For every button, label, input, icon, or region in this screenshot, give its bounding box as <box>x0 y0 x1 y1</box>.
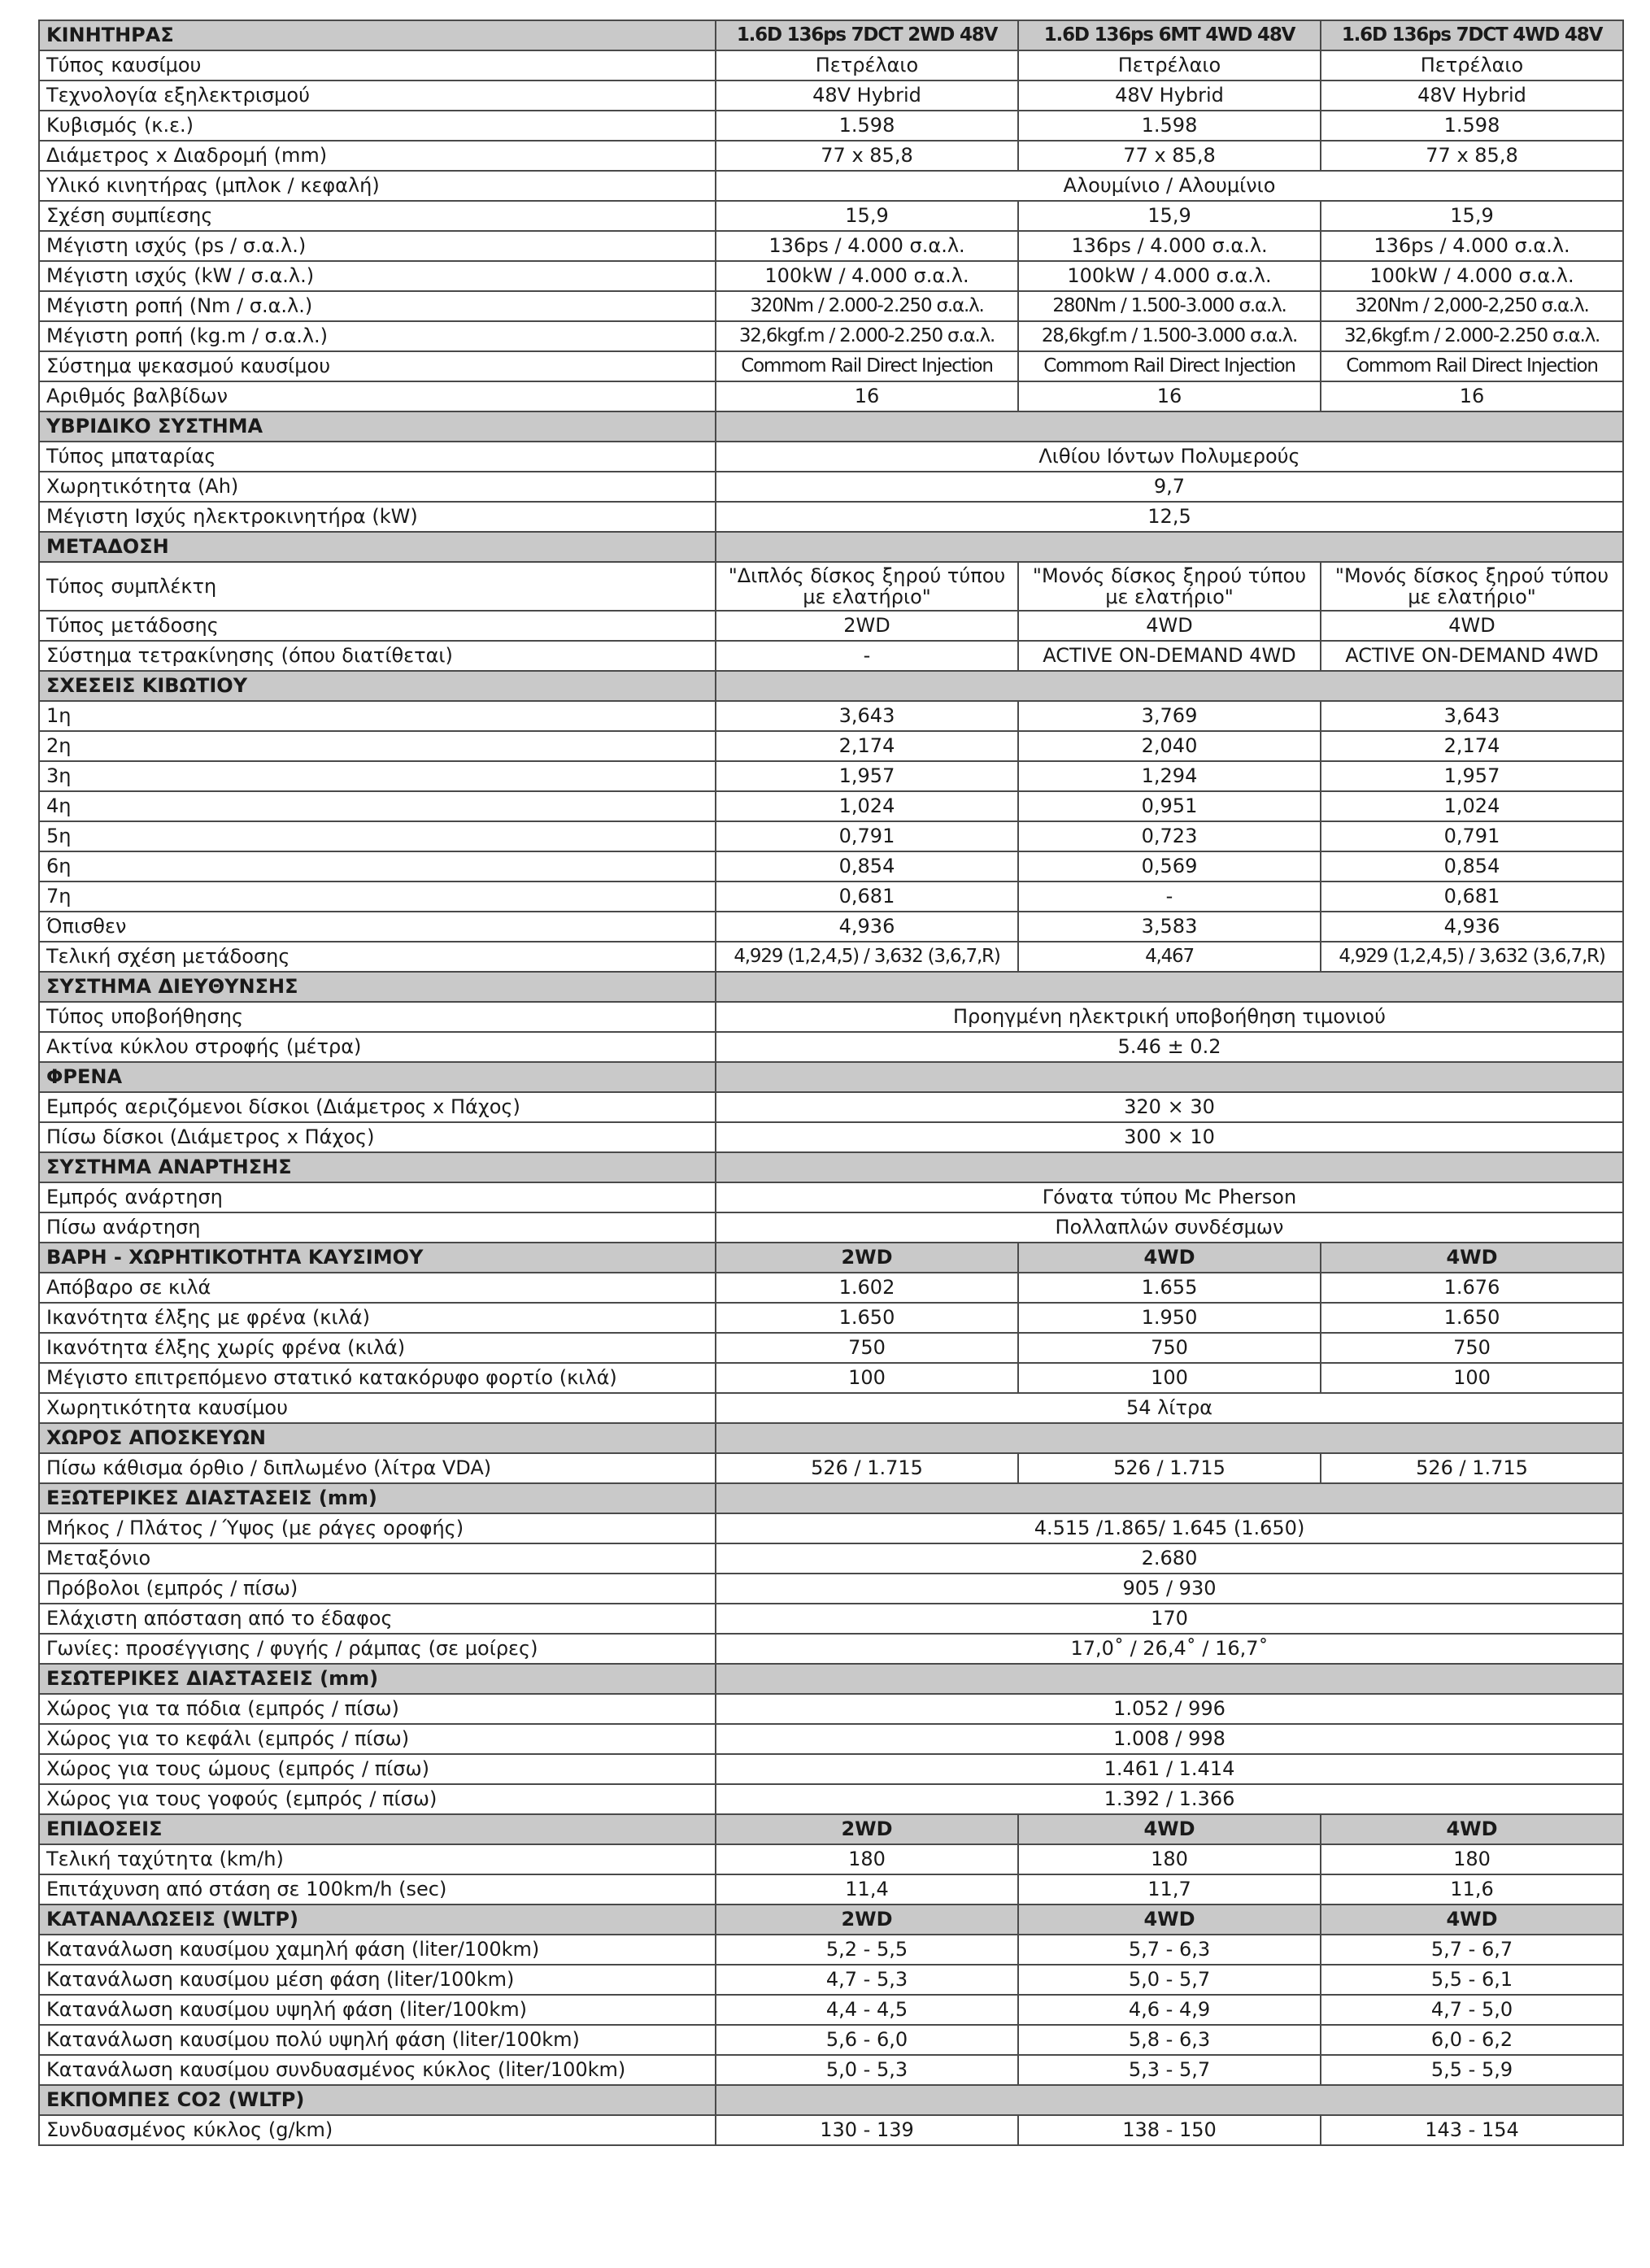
column-header: 4WD <box>1321 1814 1623 1844</box>
spec-label: 7η <box>39 882 716 912</box>
section-header-row <box>39 532 1623 562</box>
spec-value: 180 <box>1321 1844 1623 1874</box>
spec-label: Εμπρός ανάρτηση <box>39 1182 716 1212</box>
spec-value: 16 <box>1018 381 1321 411</box>
spec-value-shared: Αλουμίνιο / Αλουμίνιο <box>716 171 1623 201</box>
spec-value-shared: 4.515 /1.865/ 1.645 (1.650) <box>716 1513 1623 1543</box>
spec-value: 5,7 - 6,7 <box>1321 1935 1623 1965</box>
spec-value: 3,643 <box>716 701 1018 731</box>
spec-value: 0,854 <box>1321 851 1623 882</box>
spec-value: 750 <box>716 1333 1018 1363</box>
table-row <box>39 1754 1623 1784</box>
table-row <box>39 1212 1623 1243</box>
section-title: ΕΠΙΔΟΣΕΙΣ <box>39 1814 716 1844</box>
spec-value: 5,3 - 5,7 <box>1018 2055 1321 2085</box>
spec-value: 526 / 1.715 <box>1018 1453 1321 1483</box>
spec-label: Τελική ταχύτητα (km/h) <box>39 1844 716 1874</box>
spec-value: 138 - 150 <box>1018 2115 1321 2145</box>
spec-value: 3,583 <box>1018 912 1321 942</box>
section-header-row <box>39 1423 1623 1453</box>
spec-value: 0,791 <box>1321 821 1623 851</box>
table-row <box>39 1935 1623 1965</box>
section-header-row <box>39 411 1623 442</box>
table-row <box>39 1032 1623 1062</box>
spec-value: 1,957 <box>716 761 1018 791</box>
section-title: ΕΞΩΤΕΡΙΚΕΣ ΔΙΑΣΤΑΣΕΙΣ (mm) <box>39 1483 716 1513</box>
spec-label: Κατανάλωση καυσίμου χαμηλή φάση (liter/100km) <box>39 1935 716 1965</box>
spec-value-shared: Προηγμένη ηλεκτρική υποβοήθηση τιμονιού <box>716 1002 1623 1032</box>
spec-value-shared: 12,5 <box>716 502 1623 532</box>
spec-label: Πρόβολοι (εμπρός / πίσω) <box>39 1574 716 1604</box>
table-row <box>39 1513 1623 1543</box>
table-row <box>39 1634 1623 1664</box>
table-row <box>39 2025 1623 2055</box>
spec-value: 4,467 <box>1018 942 1321 972</box>
spec-value: ACTIVE ON-DEMAND 4WD <box>1321 641 1623 671</box>
spec-value: 48V Hybrid <box>1018 81 1321 111</box>
spec-value: 5,8 - 6,3 <box>1018 2025 1321 2055</box>
spec-value-shared: 54 λίτρα <box>716 1393 1623 1423</box>
table-row <box>39 1844 1623 1874</box>
spec-label: Πίσω κάθισμα όρθιο / διπλωμένο (λίτρα VDA) <box>39 1453 716 1483</box>
spec-value: 4,929 (1,2,4,5) / 3,632 (3,6,7,R) <box>716 942 1018 972</box>
spec-value: 1.650 <box>1321 1303 1623 1333</box>
spec-value: 136ps / 4.000 σ.α.λ. <box>1018 231 1321 261</box>
spec-label: 2η <box>39 731 716 761</box>
spec-value: Πετρέλαιο <box>1018 50 1321 81</box>
section-header-row <box>39 2085 1623 2115</box>
column-header: 1.6D 136ps 7DCT 2WD 48V <box>716 20 1018 50</box>
spec-value: 11,6 <box>1321 1874 1623 1905</box>
spec-label: Απόβαρο σε κιλά <box>39 1273 716 1303</box>
section-filler <box>716 2085 1623 2115</box>
spec-label: Μεταξόνιο <box>39 1543 716 1574</box>
spec-label: Όπισθεν <box>39 912 716 942</box>
spec-value: 4,936 <box>1321 912 1623 942</box>
spec-label: Χώρος για τους γοφούς (εμπρός / πίσω) <box>39 1784 716 1814</box>
spec-value: 180 <box>716 1844 1018 1874</box>
table-row <box>39 50 1623 81</box>
section-title: ΒΑΡΗ - ΧΩΡΗΤΙΚΟΤΗΤΑ ΚΑΥΣΙΜΟΥ <box>39 1243 716 1273</box>
spec-label: 6η <box>39 851 716 882</box>
section-title: ΜΕΤΑΔΟΣΗ <box>39 532 716 562</box>
spec-label: Ακτίνα κύκλου στροφής (μέτρα) <box>39 1032 716 1062</box>
spec-value-shared: 9,7 <box>716 472 1623 502</box>
spec-value: 2,174 <box>716 731 1018 761</box>
table-row <box>39 1363 1623 1393</box>
spec-value: 0,681 <box>716 882 1018 912</box>
spec-value: 280Nm / 1.500-3.000 σ.α.λ. <box>1018 291 1321 321</box>
spec-value-shared: Γόνατα τύπου Mc Pherson <box>716 1182 1623 1212</box>
table-row <box>39 1393 1623 1423</box>
table-row <box>39 611 1623 641</box>
spec-value: 0,723 <box>1018 821 1321 851</box>
table-row <box>39 701 1623 731</box>
spec-label: Σύστημα ψεκασμού καυσίμου <box>39 351 716 381</box>
table-row <box>39 141 1623 171</box>
spec-value: 136ps / 4.000 σ.α.λ. <box>1321 231 1623 261</box>
spec-value: 48V Hybrid <box>716 81 1018 111</box>
spec-label: Υλικό κινητήρας (μπλοκ / κεφαλή) <box>39 171 716 201</box>
section-header-row <box>39 972 1623 1002</box>
spec-value: 4,6 - 4,9 <box>1018 1995 1321 2025</box>
spec-value: 100kW / 4.000 σ.α.λ. <box>716 261 1018 291</box>
spec-value: 2,040 <box>1018 731 1321 761</box>
spec-value-shared: 1.392 / 1.366 <box>716 1784 1623 1814</box>
column-header: 4WD <box>1018 1243 1321 1273</box>
table-row <box>39 81 1623 111</box>
spec-label: Πίσω ανάρτηση <box>39 1212 716 1243</box>
section-header-row <box>39 1814 1623 1844</box>
section-filler <box>716 532 1623 562</box>
spec-value: 28,6kgf.m / 1.500-3.000 σ.α.λ. <box>1018 321 1321 351</box>
section-filler <box>716 1423 1623 1453</box>
spec-value: Πετρέλαιο <box>1321 50 1623 81</box>
spec-value: 1,024 <box>1321 791 1623 821</box>
spec-label: Μήκος / Πλάτος / Ύψος (με ράγες οροφής) <box>39 1513 716 1543</box>
table-row <box>39 1543 1623 1574</box>
spec-value: 32,6kgf.m / 2.000-2.250 σ.α.λ. <box>1321 321 1623 351</box>
section-filler <box>716 411 1623 442</box>
spec-value: "Μονός δίσκος ξηρού τύπου με ελατήριο" <box>1321 562 1623 611</box>
column-header: 4WD <box>1321 1905 1623 1935</box>
table-row <box>39 1574 1623 1604</box>
spec-value: 6,0 - 6,2 <box>1321 2025 1623 2055</box>
spec-value: 320Nm / 2.000-2.250 σ.α.λ. <box>716 291 1018 321</box>
spec-value: 100kW / 4.000 σ.α.λ. <box>1018 261 1321 291</box>
table-row <box>39 2115 1623 2145</box>
column-header: 2WD <box>716 1814 1018 1844</box>
table-row <box>39 821 1623 851</box>
spec-value: 0,854 <box>716 851 1018 882</box>
spec-value-shared: Πολλαπλών συνδέσμων <box>716 1212 1623 1243</box>
spec-value: 750 <box>1018 1333 1321 1363</box>
spec-table-body <box>39 20 1623 2145</box>
spec-label: Τύπος συμπλέκτη <box>39 562 716 611</box>
spec-label: Γωνίες: προσέγγισης / φυγής / ράμπας (σε μοίρες) <box>39 1634 716 1664</box>
spec-label: Χώρος για το κεφάλι (εμπρός / πίσω) <box>39 1724 716 1754</box>
spec-label: Μέγιστη ισχύς (kW / σ.α.λ.) <box>39 261 716 291</box>
spec-label: Ικανότητα έλξης με φρένα (κιλά) <box>39 1303 716 1333</box>
table-row <box>39 641 1623 671</box>
column-header: 4WD <box>1018 1905 1321 1935</box>
section-title: ΥΒΡΙΔΙΚΟ ΣΥΣΤΗΜΑ <box>39 411 716 442</box>
section-filler <box>716 1483 1623 1513</box>
section-header-row <box>39 1664 1623 1694</box>
spec-value-shared: 5.46 ± 0.2 <box>716 1032 1623 1062</box>
spec-value: 100 <box>716 1363 1018 1393</box>
table-row <box>39 231 1623 261</box>
table-row <box>39 2055 1623 2085</box>
spec-label: Επιτάχυνση από στάση σε 100km/h (sec) <box>39 1874 716 1905</box>
table-row <box>39 381 1623 411</box>
table-row <box>39 1273 1623 1303</box>
spec-value: 3,643 <box>1321 701 1623 731</box>
table-row <box>39 1724 1623 1754</box>
spec-value: 526 / 1.715 <box>716 1453 1018 1483</box>
section-header-row <box>39 671 1623 701</box>
column-header: 2WD <box>716 1243 1018 1273</box>
spec-value: 1,294 <box>1018 761 1321 791</box>
table-row <box>39 442 1623 472</box>
column-header: 4WD <box>1321 1243 1623 1273</box>
spec-label: Πίσω δίσκοι (Διάμετρος x Πάχος) <box>39 1122 716 1152</box>
spec-label: Συνδυασμένος κύκλος (g/km) <box>39 2115 716 2145</box>
section-title: ΕΣΩΤΕΡΙΚΕΣ ΔΙΑΣΤΑΣΕΙΣ (mm) <box>39 1664 716 1694</box>
table-row <box>39 1694 1623 1724</box>
section-title: ΣΥΣΤΗΜΑ ΔΙΕΥΘΥΝΣΗΣ <box>39 972 716 1002</box>
column-header: 1.6D 136ps 6MT 4WD 48V <box>1018 20 1321 50</box>
spec-value: 15,9 <box>716 201 1018 231</box>
spec-value-shared: 1.008 / 998 <box>716 1724 1623 1754</box>
spec-label: Διάμετρος x Διαδρομή (mm) <box>39 141 716 171</box>
spec-label: Χώρος για τα πόδια (εμπρός / πίσω) <box>39 1694 716 1724</box>
table-row <box>39 201 1623 231</box>
spec-value: 1.602 <box>716 1273 1018 1303</box>
spec-label: Ελάχιστη απόσταση από το έδαφος <box>39 1604 716 1634</box>
table-row <box>39 1995 1623 2025</box>
spec-value: 1,024 <box>716 791 1018 821</box>
spec-value: Commom Rail Direct Injection <box>716 351 1018 381</box>
spec-value: 5,5 - 6,1 <box>1321 1965 1623 1995</box>
spec-value: "Διπλός δίσκος ξηρού τύπου με ελατήριο" <box>716 562 1018 611</box>
spec-label: Κατανάλωση καυσίμου συνδυασμένος κύκλος (liter/100km) <box>39 2055 716 2085</box>
spec-value-shared: 170 <box>716 1604 1623 1634</box>
spec-label: Σχέση συμπίεσης <box>39 201 716 231</box>
table-row <box>39 912 1623 942</box>
column-header: 1.6D 136ps 7DCT 4WD 48V <box>1321 20 1623 50</box>
spec-value: 11,7 <box>1018 1874 1321 1905</box>
spec-value: 4,936 <box>716 912 1018 942</box>
section-header-row <box>39 1483 1623 1513</box>
table-row <box>39 1092 1623 1122</box>
spec-value: 100 <box>1018 1363 1321 1393</box>
spec-value: ACTIVE ON-DEMAND 4WD <box>1018 641 1321 671</box>
spec-value: 750 <box>1321 1333 1623 1363</box>
spec-value: 526 / 1.715 <box>1321 1453 1623 1483</box>
section-title: ΦΡΕΝΑ <box>39 1062 716 1092</box>
spec-label: Κατανάλωση καυσίμου μέση φάση (liter/100km) <box>39 1965 716 1995</box>
table-row <box>39 1333 1623 1363</box>
spec-table <box>38 20 1624 2146</box>
spec-label: Τελική σχέση μετάδοσης <box>39 942 716 972</box>
spec-value: 1.598 <box>716 111 1018 141</box>
spec-value: 1.598 <box>1018 111 1321 141</box>
spec-value-shared: 2.680 <box>716 1543 1623 1574</box>
section-header-row <box>39 1152 1623 1182</box>
spec-value: 1.655 <box>1018 1273 1321 1303</box>
spec-value-shared: 300 × 10 <box>716 1122 1623 1152</box>
spec-value: 4WD <box>1018 611 1321 641</box>
spec-value: 77 x 85,8 <box>1321 141 1623 171</box>
section-title: ΧΩΡΟΣ ΑΠΟΣΚΕΥΩΝ <box>39 1423 716 1453</box>
spec-value: 4,7 - 5,3 <box>716 1965 1018 1995</box>
spec-value: 4,7 - 5,0 <box>1321 1995 1623 2025</box>
spec-label: 4η <box>39 791 716 821</box>
spec-value: 5,0 - 5,7 <box>1018 1965 1321 1995</box>
section-filler <box>716 1062 1623 1092</box>
section-title: ΣΧΕΣΕΙΣ ΚΙΒΩΤΙΟΥ <box>39 671 716 701</box>
section-title: ΚΑΤΑΝΑΛΩΣΕΙΣ (WLTP) <box>39 1905 716 1935</box>
table-row <box>39 261 1623 291</box>
spec-value: 15,9 <box>1018 201 1321 231</box>
table-row <box>39 171 1623 201</box>
table-row <box>39 731 1623 761</box>
table-row <box>39 1303 1623 1333</box>
table-row <box>39 1604 1623 1634</box>
table-row <box>39 1122 1623 1152</box>
spec-value: 4,4 - 4,5 <box>716 1995 1018 2025</box>
spec-label: Αριθμός βαλβίδων <box>39 381 716 411</box>
spec-label: Κατανάλωση καυσίμου πολύ υψηλή φάση (liter/100km) <box>39 2025 716 2055</box>
spec-value: 5,7 - 6,3 <box>1018 1935 1321 1965</box>
spec-value-shared: Λιθίου Ιόντων Πολυμερούς <box>716 442 1623 472</box>
section-title: ΕΚΠΟΜΠΕΣ CO2 (WLTP) <box>39 2085 716 2115</box>
spec-value: 5,0 - 5,3 <box>716 2055 1018 2085</box>
table-row <box>39 111 1623 141</box>
spec-value: 130 - 139 <box>716 2115 1018 2145</box>
spec-label: Σύστημα τετρακίνησης (όπου διατίθεται) <box>39 641 716 671</box>
spec-label: Μέγιστη ισχύς (ps / σ.α.λ.) <box>39 231 716 261</box>
spec-label: Ικανότητα έλξης χωρίς φρένα (κιλά) <box>39 1333 716 1363</box>
spec-value-shared: 1.461 / 1.414 <box>716 1754 1623 1784</box>
spec-value: 32,6kgf.m / 2.000-2.250 σ.α.λ. <box>716 321 1018 351</box>
spec-value: 4,929 (1,2,4,5) / 3,632 (3,6,7,R) <box>1321 942 1623 972</box>
spec-label: Τύπος μετάδοσης <box>39 611 716 641</box>
spec-value: 0,569 <box>1018 851 1321 882</box>
table-row <box>39 1874 1623 1905</box>
section-title: ΣΥΣΤΗΜΑ ΑΝΑΡΤΗΣΗΣ <box>39 1152 716 1182</box>
spec-label: 5η <box>39 821 716 851</box>
spec-label: Μέγιστη ροπή (kg.m / σ.α.λ.) <box>39 321 716 351</box>
section-filler <box>716 1152 1623 1182</box>
spec-label: Τύπος καυσίμου <box>39 50 716 81</box>
spec-value: 16 <box>1321 381 1623 411</box>
table-row <box>39 472 1623 502</box>
table-row <box>39 942 1623 972</box>
spec-value: 15,9 <box>1321 201 1623 231</box>
spec-label: Χωρητικότητα (Ah) <box>39 472 716 502</box>
spec-label: Τύπος υποβοήθησης <box>39 1002 716 1032</box>
spec-label: Χώρος για τους ώμους (εμπρός / πίσω) <box>39 1754 716 1784</box>
spec-value: 5,5 - 5,9 <box>1321 2055 1623 2085</box>
spec-value: - <box>716 641 1018 671</box>
spec-value: 100 <box>1321 1363 1623 1393</box>
spec-value: 77 x 85,8 <box>1018 141 1321 171</box>
spec-value: 48V Hybrid <box>1321 81 1623 111</box>
spec-value: 100kW / 4.000 σ.α.λ. <box>1321 261 1623 291</box>
spec-value-shared: 1.052 / 996 <box>716 1694 1623 1724</box>
table-row <box>39 1182 1623 1212</box>
spec-label: Χωρητικότητα καυσίμου <box>39 1393 716 1423</box>
spec-value: 16 <box>716 381 1018 411</box>
table-row <box>39 1453 1623 1483</box>
spec-value: 0,791 <box>716 821 1018 851</box>
spec-value: 5,2 - 5,5 <box>716 1935 1018 1965</box>
section-header-row <box>39 1243 1623 1273</box>
spec-value: 4WD <box>1321 611 1623 641</box>
spec-label: Εμπρός αεριζόμενοι δίσκοι (Διάμετρος x Πάχος) <box>39 1092 716 1122</box>
spec-value: 180 <box>1018 1844 1321 1874</box>
spec-label: Μέγιστο επιτρεπόμενο στατικό κατακόρυφο φορτίο (κιλά) <box>39 1363 716 1393</box>
spec-value: 1.598 <box>1321 111 1623 141</box>
spec-value-shared: 320 × 30 <box>716 1092 1623 1122</box>
spec-label: Κυβισμός (κ.ε.) <box>39 111 716 141</box>
table-row <box>39 321 1623 351</box>
section-header-row <box>39 1905 1623 1935</box>
table-row <box>39 562 1623 611</box>
spec-value: 1.676 <box>1321 1273 1623 1303</box>
spec-value: Πετρέλαιο <box>716 50 1018 81</box>
spec-value-shared: 17,0˚ / 26,4˚ / 16,7˚ <box>716 1634 1623 1664</box>
spec-value: 77 x 85,8 <box>716 141 1018 171</box>
spec-value: 136ps / 4.000 σ.α.λ. <box>716 231 1018 261</box>
table-row <box>39 502 1623 532</box>
table-row <box>39 351 1623 381</box>
table-row <box>39 761 1623 791</box>
table-row <box>39 851 1623 882</box>
spec-label: Μέγιστη ροπή (Nm / σ.α.λ.) <box>39 291 716 321</box>
section-filler <box>716 671 1623 701</box>
spec-value: Commom Rail Direct Injection <box>1018 351 1321 381</box>
table-row <box>39 1002 1623 1032</box>
section-header-row <box>39 20 1623 50</box>
spec-value: 1.950 <box>1018 1303 1321 1333</box>
column-header: 2WD <box>716 1905 1018 1935</box>
spec-value-shared: 905 / 930 <box>716 1574 1623 1604</box>
spec-label: Τύπος μπαταρίας <box>39 442 716 472</box>
spec-value: 0,681 <box>1321 882 1623 912</box>
section-filler <box>716 1664 1623 1694</box>
spec-value: 11,4 <box>716 1874 1018 1905</box>
spec-value: 1.650 <box>716 1303 1018 1333</box>
section-title: ΚΙΝΗΤΗΡΑΣ <box>39 20 716 50</box>
spec-value: 3,769 <box>1018 701 1321 731</box>
spec-value: Commom Rail Direct Injection <box>1321 351 1623 381</box>
table-row <box>39 791 1623 821</box>
spec-label: 1η <box>39 701 716 731</box>
spec-label: Μέγιστη Ισχύς ηλεκτροκινητήρα (kW) <box>39 502 716 532</box>
table-row <box>39 882 1623 912</box>
spec-value: 320Nm / 2,000-2,250 σ.α.λ. <box>1321 291 1623 321</box>
spec-value: 1,957 <box>1321 761 1623 791</box>
table-row <box>39 1965 1623 1995</box>
spec-value: 143 - 154 <box>1321 2115 1623 2145</box>
section-header-row <box>39 1062 1623 1092</box>
column-header: 4WD <box>1018 1814 1321 1844</box>
table-row <box>39 1784 1623 1814</box>
spec-label: Τεχνολογία εξηλεκτρισμού <box>39 81 716 111</box>
spec-value: 5,6 - 6,0 <box>716 2025 1018 2055</box>
spec-label: Κατανάλωση καυσίμου υψηλή φάση (liter/100km) <box>39 1995 716 2025</box>
spec-label: 3η <box>39 761 716 791</box>
table-row <box>39 291 1623 321</box>
section-filler <box>716 972 1623 1002</box>
spec-value: 2WD <box>716 611 1018 641</box>
spec-value: "Μονός δίσκος ξηρού τύπου με ελατήριο" <box>1018 562 1321 611</box>
spec-value: 0,951 <box>1018 791 1321 821</box>
spec-value: - <box>1018 882 1321 912</box>
spec-value: 2,174 <box>1321 731 1623 761</box>
